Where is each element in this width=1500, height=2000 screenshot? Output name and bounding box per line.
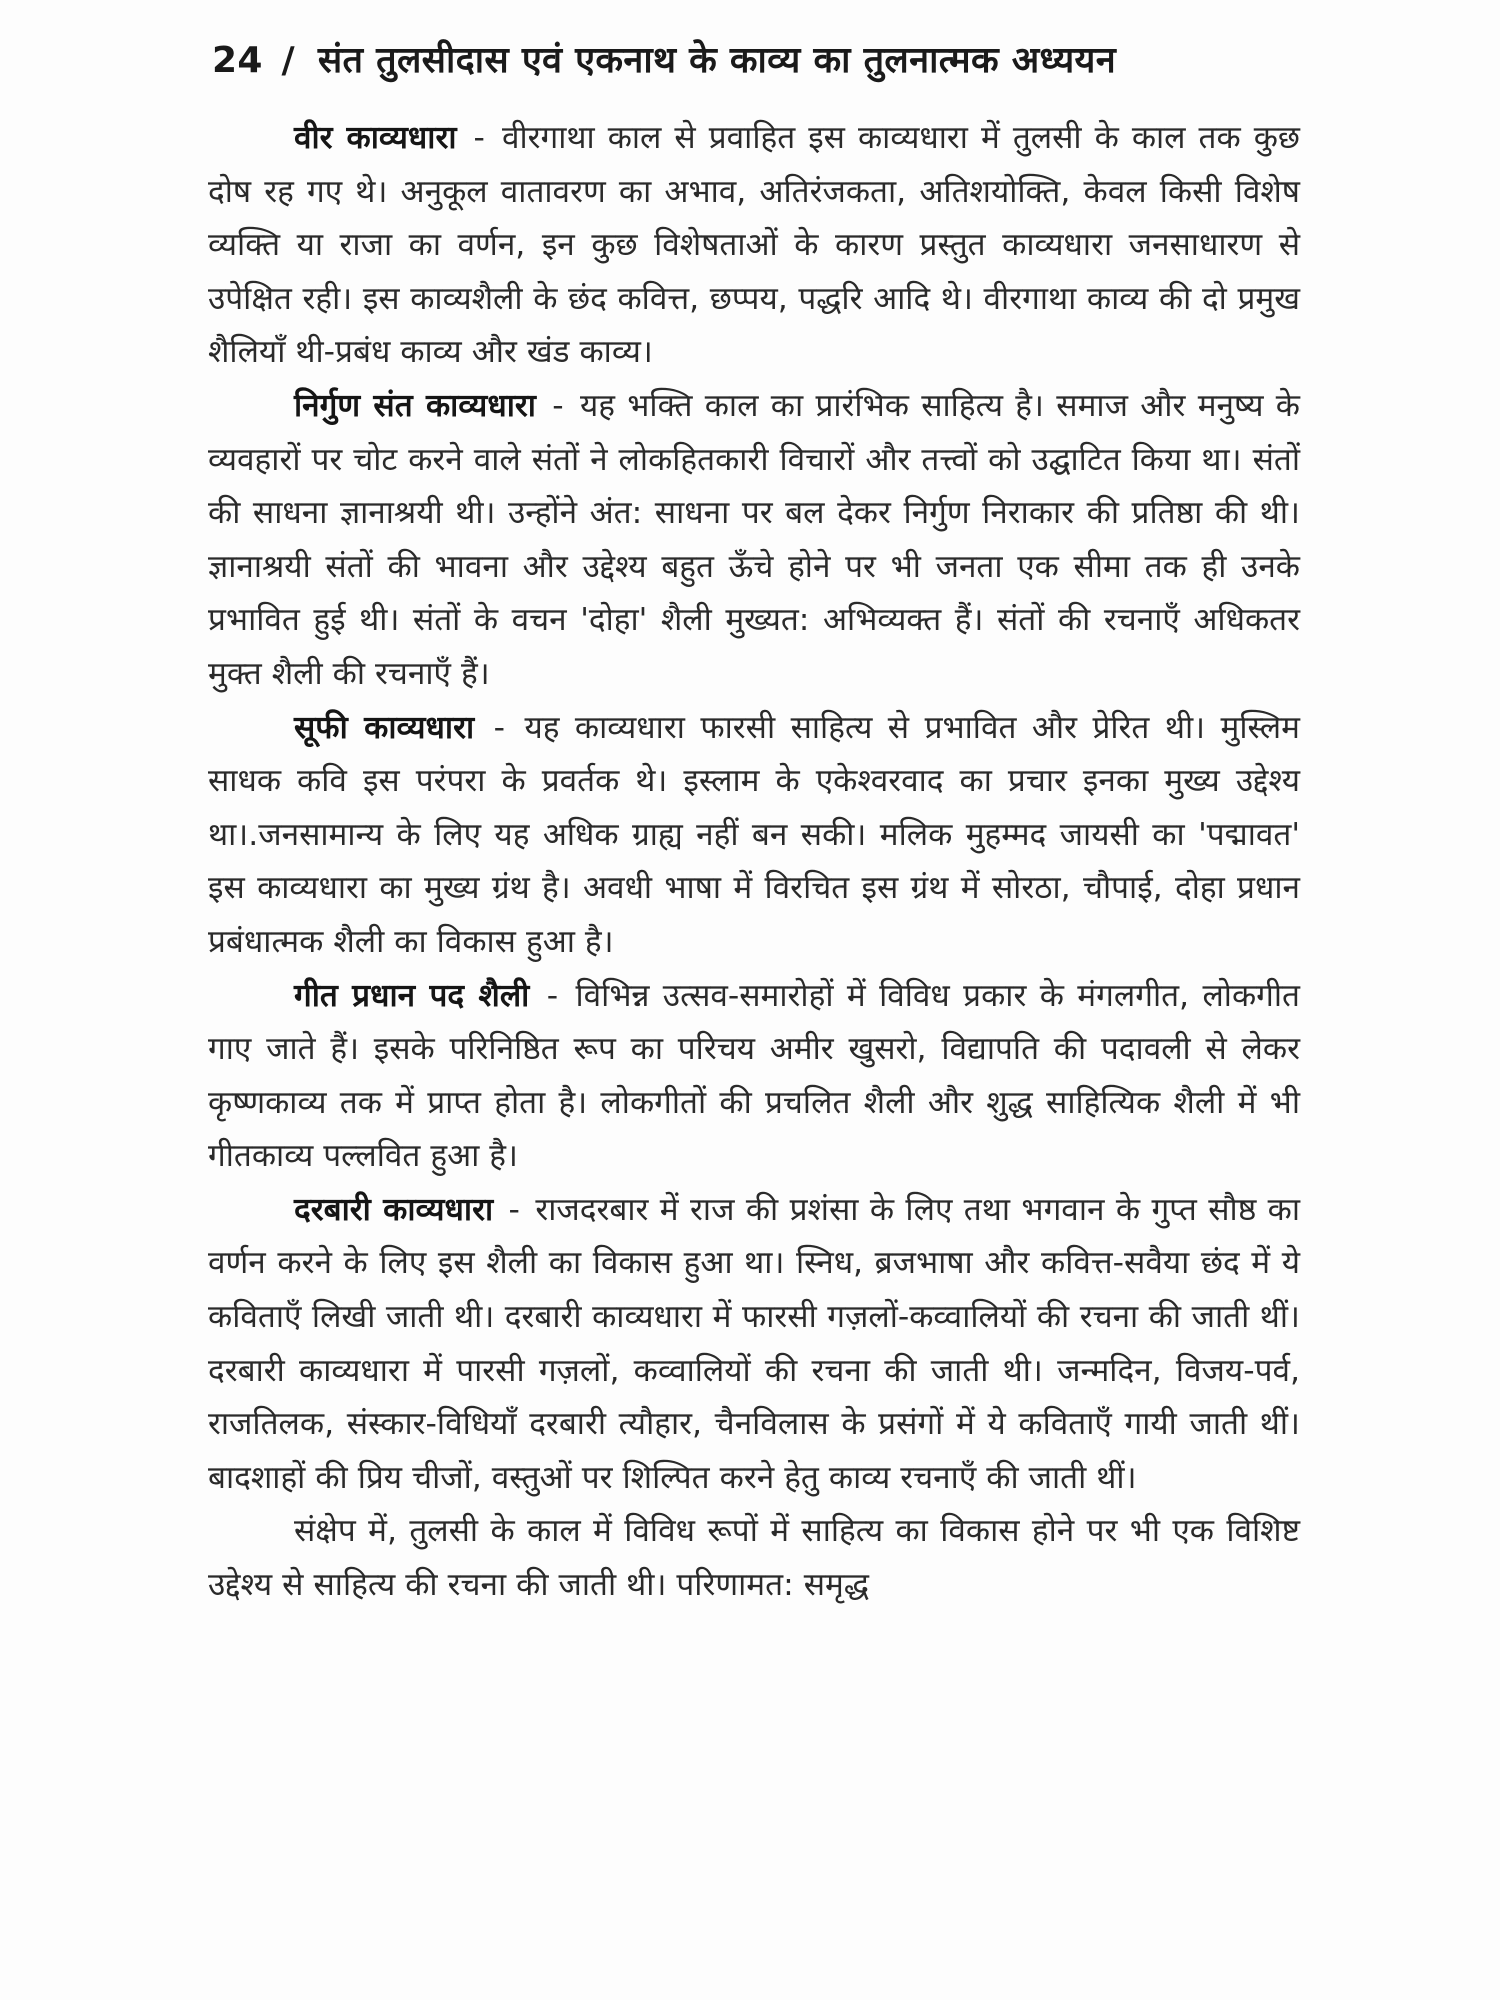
paragraph-heading: गीत प्रधान पद शैली [294,977,530,1014]
paragraph-heading: वीर काव्यधारा [294,120,457,156]
heading-dash: - [493,709,505,746]
running-header [212,34,1312,83]
paragraph-heading: निर्गुण संत काव्यधारा [294,387,536,424]
paragraph-nirgun-sant-kavyadhara [208,380,1300,702]
paragraph-sufi-kavyadhara [208,702,1300,970]
heading-dash: - [508,1191,520,1228]
paragraph-geet-pradhan-pad-shaili [208,970,1300,1184]
paragraph-text: यह भक्ति काल का प्रारंभिक साहित्य है। समाज और मनुष्य के व्यवहारों पर चोट करने वाले संतों ने लोकहितकारी विचारों और तत्त्वों को उद्घाटित किया था। संतों की साधना ज्ञानाश्रयी थी। उन्होंने अंत: साधना पर बल देकर निर्गुण निराकार की प्रतिष्ठा की थी। ज्ञानाश्रयी संतों की भावना और उद्देश्य बहुत ऊँचे होने पर भी जनता एक सीमा तक ही उनके प्रभावित हुई थी। संतों के वचन 'दोहा' शैली मुख्यत: अभिव्यक्त हैं। संतों की रचनाएँ अधिकतर मुक्त शैली की रचनाएँ हैं। [208,387,1300,692]
paragraph-text: वीरगाथा काल से प्रवाहित इस काव्यधारा में तुलसी के काल तक कुछ दोष रह गए थे। अनुकूल वातावरण का अभाव, अतिरंजकता, अतिशयोक्ति, केवल किसी विशेष व्यक्ति या राजा का वर्णन, इन कुछ विशेषताओं के कारण प्रस्तुत काव्यधारा जनसाधारण से उपेक्षित रही। इस काव्यशैली के छंद कवित्त, छप्पय, पद्धरि आदि थे। वीरगाथा काव्य की दो प्रमुख शैलियाँ थी-प्रबंध काव्य और खंड काव्य। [208,120,1301,371]
paragraph-text: संक्षेप में, तुलसी के काल में विविध रूपों में साहित्य का विकास होने पर भी एक विशिष्ट उद्देश्य से साहित्य की रचना की जाती थी। परिणामत: समृद्ध [208,1513,1300,1604]
paragraph-heading: सूफी काव्यधारा [294,709,475,746]
book-title: संत तुलसीदास एवं एकनाथ के काव्य का तुलनात्मक अध्ययन [317,40,1117,81]
paragraph-heading: दरबारी काव्यधारा [294,1191,494,1228]
heading-dash: - [552,387,564,424]
paragraph-text: विभिन्न उत्सव-समारोहों में विविध प्रकार के मंगलगीत, लोकगीत गाए जाते हैं। इसके परिनिष्ठित रूप का परिचय अमीर खुसरो, विद्यापति की पदावली से लेकर कृष्णकाव्य तक में प्राप्त होता है। लोकगीतों की प्रचलित शैली और शुद्ध साहित्यिक शैली में भी गीतकाव्य पल्लवित हुआ है। [208,977,1301,1175]
paragraph-sankshep [208,1505,1300,1612]
paragraph-veer-kavyadhara [208,112,1300,380]
paragraph-text: राजदरबार में राज की प्रशंसा के लिए तथा भगवान के गुप्त सौष्ठ का वर्णन करने के लिए इस शैली का विकास हुआ था। स्निध, ब्रजभाषा और कवित्त-सवैया छंद में ये कविताएँ लिखी जाती थी। दरबारी काव्यधारा में फारसी गज़लों-कव्वालियों की रचना की जाती थीं। दरबारी काव्यधारा में पारसी गज़लों, कव्वालियों की रचना की जाती थी। जन्मदिन, विजय-पर्व, राजतिलक, संस्कार-विधियाँ दरबारी त्यौहार, चैनविलास के प्रसंगों में ये कविताएँ गायी जाती थीं। बादशाहों की प्रिय चीजों, वस्तुओं पर शिल्पित करने हेतु काव्य रचनाएँ की जाती थीं। [208,1191,1301,1496]
heading-dash: - [473,120,485,156]
paragraph-text: यह काव्यधारा फारसी साहित्य से प्रभावित और प्रेरित थी। मुस्लिम साधक कवि इस परंपरा के प्रवर्तक थे। इस्लाम के एकेश्वरवाद का प्रचार इनका मुख्य उद्देश्य था।.जनसामान्य के लिए यह अधिक ग्राह्य नहीं बन सकी। मलिक मुहम्मद जायसी का 'पद्मावत' इस काव्यधारा का मुख्य ग्रंथ है। अवधी भाषा में विरचित इस ग्रंथ में सोरठा, चौपाई, दोहा प्रधान प्रबंधात्मक शैली का विकास हुआ है। [208,709,1300,960]
heading-dash: - [546,977,559,1014]
header-separator: / [281,40,295,81]
page-number: 24 [212,40,263,81]
body-text [208,112,1300,1613]
paragraph-darbari-kavyadhara [208,1184,1300,1506]
